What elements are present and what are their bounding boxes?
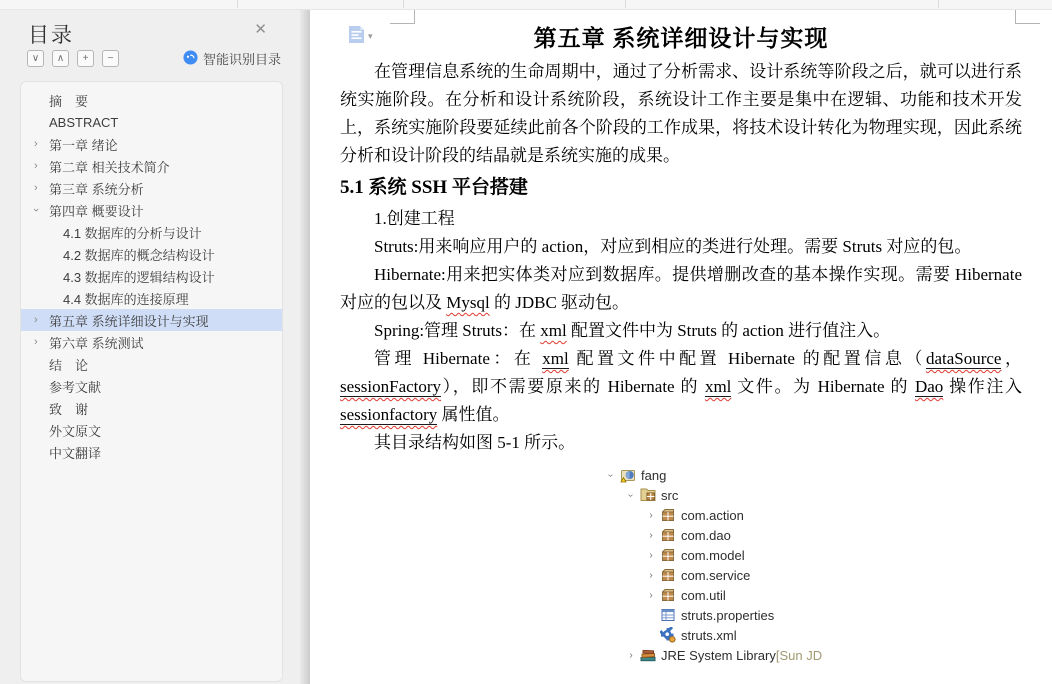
page-content [340, 9, 1022, 665]
document-paragraph [340, 233, 1022, 261]
misspelled-word: xml [542, 349, 569, 368]
chevron-right-icon[interactable] [645, 510, 657, 521]
toc-item-label: 中文翻译 [49, 445, 102, 461]
toc-sidebar [0, 9, 300, 684]
tree-item-label: com.model [681, 547, 745, 563]
document-body [340, 58, 1022, 457]
chevron-glyph: › [649, 549, 653, 561]
text-run: 操作注入 [943, 377, 1022, 396]
chevron-glyph: › [605, 473, 617, 477]
expand-item-button[interactable]: ∨ [27, 50, 44, 67]
toc-item[interactable] [21, 133, 282, 155]
toc-item-label: 第一章 绪论 [49, 137, 118, 153]
toc-item-label: 外文原文 [49, 423, 102, 439]
toolbar-separator [625, 0, 626, 8]
package-icon [660, 587, 676, 603]
document-paragraph [340, 205, 1022, 233]
misspelled-word: Dao [914, 377, 944, 396]
tree-item-label: com.action [681, 507, 744, 523]
close-icon[interactable]: ✕ [254, 21, 267, 38]
figure-project-tree [605, 465, 1022, 665]
document-paragraph [340, 261, 1022, 317]
misspelled-word: xml [704, 377, 732, 396]
tree-item [605, 565, 1022, 585]
smart-recognize-toc-button[interactable] [183, 49, 281, 68]
toc-item-label: 摘 要 [49, 93, 89, 109]
toc-item[interactable] [21, 287, 282, 309]
chevron-right-icon[interactable] [34, 309, 49, 331]
chevron-glyph: › [649, 529, 653, 541]
chevron-right-icon[interactable] [34, 133, 49, 155]
chevron-right-icon[interactable] [625, 650, 637, 661]
toc-item[interactable] [21, 155, 282, 177]
document-page [310, 9, 1052, 684]
text-run: 配置文件中配置 Hibernate 的配置信息（ [568, 349, 926, 368]
chevron-glyph: › [34, 138, 38, 150]
misspelled-word: sessionFactory [340, 377, 442, 396]
tree-item [605, 605, 1022, 625]
document-paragraph [340, 58, 1022, 170]
toc-item-label: 4.2 数据库的概念结构设计 [63, 247, 215, 263]
tree-item-label: src [661, 487, 679, 503]
chevron-right-icon[interactable] [645, 550, 657, 561]
chevron-right-icon[interactable] [645, 530, 657, 541]
chevron-right-icon[interactable] [34, 331, 49, 353]
text-run: Spring:管理 Struts：在 [374, 321, 541, 340]
toc-toolbar [27, 50, 119, 67]
tree-item-label: com.dao [681, 527, 731, 543]
toc-item[interactable] [21, 441, 282, 463]
document-paragraph [340, 429, 1022, 457]
jre-library-icon [640, 647, 656, 663]
section-heading [340, 175, 1022, 201]
toc-item[interactable] [21, 111, 282, 133]
tree-item [605, 585, 1022, 605]
chevron-down-icon[interactable] [625, 490, 637, 501]
src-folder-icon [640, 487, 656, 503]
tree-item [605, 625, 1022, 645]
toolbar-separator [403, 0, 404, 8]
properties-file-icon [660, 607, 676, 623]
chevron-glyph: › [34, 160, 38, 172]
tree-item-label: com.service [681, 567, 751, 583]
toc-item-label: 第五章 系统详细设计与实现 [49, 313, 209, 329]
text-run: ， [1001, 349, 1022, 368]
text-run: 属性值。 [437, 405, 510, 424]
toc-item-label: 致 谢 [49, 401, 89, 417]
text-run: 在管理信息系统的生命周期中，通过了分析需求、设计系统等阶段之后，就可以进行系统实施阶段。在分析和设计系统阶段，系统设计工作主要是集中在逻辑、功能和技术开发上，系统实施阶段要延续此前各个阶段的工作成果，将技术设计转化为物理实现，因此系统分析和设计阶段的结晶就是系统实施的成果。 [340, 62, 1022, 165]
tree-item-label: com.util [681, 587, 726, 603]
toc-item[interactable] [21, 419, 282, 441]
misspelled-word: xml [540, 321, 567, 340]
tree-item [605, 465, 1022, 485]
chevron-glyph: › [629, 649, 633, 661]
tree-item-label: struts.xml [681, 627, 737, 643]
toc-item[interactable] [21, 375, 282, 397]
smart-recognize-toc-label: 智能识别目录 [202, 52, 281, 67]
document-paragraph [340, 345, 1022, 429]
toc-item-label: 第三章 系统分析 [49, 181, 144, 197]
toc-item-label: 4.3 数据库的逻辑结构设计 [63, 269, 215, 285]
toc-item[interactable] [21, 331, 282, 353]
xml-file-icon [660, 627, 676, 643]
text-run: 管理 Hibernate：在 [374, 349, 543, 368]
tree-item [605, 485, 1022, 505]
chevron-right-icon[interactable] [645, 590, 657, 601]
chevron-glyph: › [34, 314, 38, 326]
tree-item [605, 645, 1022, 665]
chevron-down-icon: ▾ [368, 30, 373, 41]
text-run: 的 JDBC 驱动包。 [489, 293, 630, 312]
text-run: Hibernate:用来把实体类对应到数据库。提供增删改查的基本操作实现。需要 Hibernate 对应的包以及 [340, 265, 1022, 312]
chevron-right-icon[interactable] [34, 155, 49, 177]
chevron-glyph: › [29, 208, 42, 212]
chevron-glyph: › [34, 336, 38, 348]
text-run: 其目录结构如图 5-1 所示。 [374, 433, 576, 452]
chevron-glyph: › [649, 509, 653, 521]
document-paragraph [340, 317, 1022, 345]
chevron-glyph: › [649, 589, 653, 601]
toc-item-label: 4.1 数据库的分析与设计 [63, 225, 202, 241]
toc-item-label: ABSTRACT [49, 114, 119, 130]
toolbar-separator [237, 0, 238, 8]
toc-item[interactable] [21, 397, 282, 419]
chevron-down-icon[interactable] [605, 470, 617, 481]
smart-assistant-icon [183, 50, 198, 68]
package-icon [660, 567, 676, 583]
chevron-glyph: › [649, 569, 653, 581]
text-run: ），即不需要原来的 Hibernate 的 [441, 377, 705, 396]
toc-panel-title: 目录 [28, 24, 74, 47]
text-run: 1.创建工程 [374, 209, 455, 228]
text-run: 配置文件中为 Struts 的 action 进行值注入。 [566, 321, 891, 340]
misspelled-word: sessionfactory [340, 405, 438, 424]
tree-item [605, 505, 1022, 525]
text-run: Struts:用来响应用户的 action，对应到相应的类进行处理。需要 Struts 对应的包。 [374, 237, 972, 256]
tree-item-label: fang [641, 467, 667, 483]
tree-item-decoration: [Sun JD [775, 647, 823, 663]
text-run: 文件。为 Hibernate 的 [731, 377, 915, 396]
collapse-item-button[interactable]: ∧ [52, 50, 69, 67]
toc-item-label: 第二章 相关技术简介 [49, 159, 170, 175]
toc-item[interactable] [21, 221, 282, 243]
toc-item[interactable] [21, 199, 282, 221]
chevron-glyph: › [34, 182, 38, 194]
toc-item[interactable] [21, 243, 282, 265]
package-icon [660, 527, 676, 543]
tree-item [605, 545, 1022, 565]
package-icon [660, 547, 676, 563]
sidebar-shadow [300, 9, 310, 684]
chevron-glyph: › [625, 493, 637, 497]
collapse-all-button[interactable]: − [102, 50, 119, 67]
chevron-right-icon[interactable] [645, 570, 657, 581]
toc-item[interactable] [21, 265, 282, 287]
toolbar-bottom-strip [0, 0, 1052, 10]
toc-item-label: 结 论 [49, 357, 89, 373]
chevron-right-icon[interactable] [34, 177, 49, 199]
toc-item-label: 4.4 数据库的连接原理 [63, 291, 189, 307]
tree-item [605, 525, 1022, 545]
java-project-icon [620, 467, 636, 483]
expand-all-button[interactable]: + [77, 50, 94, 67]
package-icon [660, 507, 676, 523]
toc-item[interactable] [21, 353, 282, 375]
toolbar-separator [938, 0, 939, 8]
toc-item[interactable] [21, 89, 282, 111]
toc-item-label: 参考文献 [49, 379, 102, 395]
toc-item[interactable] [21, 177, 282, 199]
tree-item-label: struts.properties [681, 607, 775, 623]
toc-item-label: 第六章 系统测试 [49, 335, 144, 351]
toc-item[interactable] [21, 309, 282, 331]
chapter-title: 第五章 系统详细设计与实现 [533, 26, 829, 51]
misspelled-word: Mysql [446, 293, 490, 312]
tree-item-label: JRE System Library [661, 647, 776, 663]
text-run: 5.1 系统 SSH 平台搭建 [340, 177, 528, 198]
chevron-down-icon[interactable] [29, 199, 49, 221]
toc-list [20, 81, 283, 682]
misspelled-word: dataSource [925, 349, 1002, 368]
toc-item-label: 第四章 概要设计 [49, 203, 144, 219]
